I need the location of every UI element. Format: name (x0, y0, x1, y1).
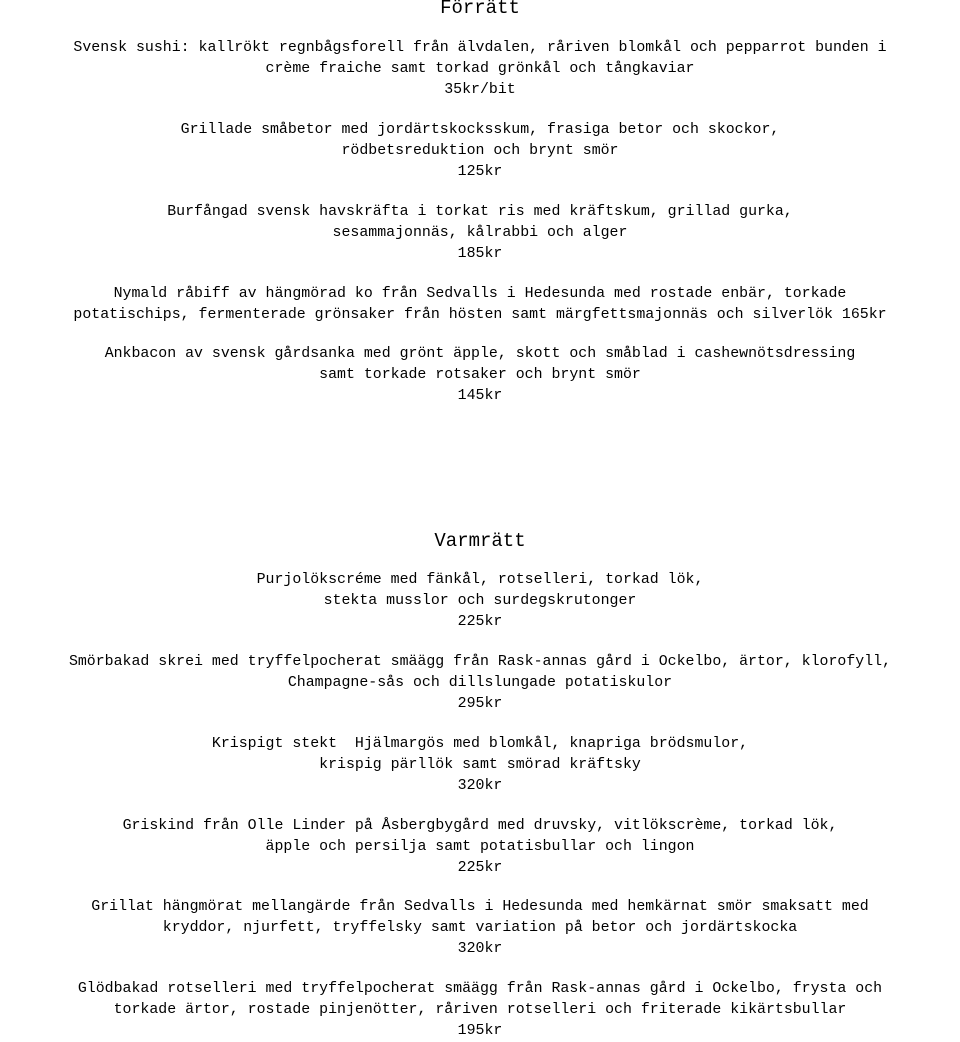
menu-item-line: kryddor, njurfett, tryffelsky samt variation på betor och jordärtskocka (162, 920, 798, 936)
menu-item-price: 225kr (457, 860, 503, 876)
menu-item-price: 185kr (457, 246, 503, 262)
menu-item-price: 35kr/bit (444, 82, 516, 98)
menu-item-griskind (0, 816, 960, 879)
menu-item-line: stekta musslor och surdegskrutonger (323, 593, 637, 609)
menu-item-ankbacon (0, 344, 960, 407)
menu-item-line: Grillade småbetor med jordärtskocksskum, frasiga betor och skockor, (180, 122, 780, 138)
menu-item-rotselleri (0, 979, 960, 1042)
menu-item-purjolokscreme (0, 570, 960, 633)
menu-item-line: rödbetsreduktion och brynt smör (341, 143, 619, 159)
menu-item-svensk-sushi (0, 38, 960, 101)
menu-item-price: 295kr (457, 696, 503, 712)
menu-item-line: Champagne-sås och dillslungade potatiskulor (287, 675, 673, 691)
menu-item-hjalmargos (0, 734, 960, 797)
menu-item-mellangarde (0, 897, 960, 960)
menu-item-line: Glödbakad rotselleri med tryffelpocherat smäägg från Rask-annas gård i Ockelbo, frysta och (77, 981, 883, 997)
menu-item-rabiff (0, 284, 960, 326)
menu-item-line: Nymald råbiff av hängmörad ko från Sedvalls i Hedesunda med rostade enbär, torkade (113, 286, 847, 302)
menu-item-line: Krispigt stekt Hjälmargös med blomkål, knapriga brödsmulor, (211, 736, 749, 752)
menu-item-line: äpple och persilja samt potatisbullar och lingon (265, 839, 695, 855)
menu-item-price: 145kr (457, 388, 503, 404)
section-heading-varmratt: Varmrätt (434, 530, 526, 552)
menu-item-price: 195kr (457, 1023, 503, 1039)
menu-item-line: Griskind från Olle Linder på Åsbergbygård med druvsky, vitlökscrème, torkad lök, (122, 818, 838, 834)
menu-item-line: torkade ärtor, rostade pinjenötter, råriven rotselleri och friterade kikärtsbullar (113, 1002, 847, 1018)
menu-item-price: 225kr (457, 614, 503, 630)
menu-item-line: Purjolökscréme med fänkål, rotselleri, torkad lök, (256, 572, 704, 588)
menu-item-skrei (0, 652, 960, 715)
menu-item-grillade-smabetor (0, 120, 960, 183)
menu-item-line: sesammajonnäs, kålrabbi och alger (332, 225, 628, 241)
menu-item-price: 320kr (457, 941, 503, 957)
menu-item-line: Smörbakad skrei med tryffelpocherat smäägg från Rask-annas gård i Ockelbo, ärtor, klorofyll, (68, 654, 892, 670)
menu-item-price: 125kr (457, 164, 503, 180)
menu-item-line: crème fraiche samt torkad grönkål och tångkaviar (265, 61, 695, 77)
section-heading-forratt: Förrätt (440, 0, 520, 19)
menu-item-havskrafta (0, 202, 960, 265)
menu-item-line: Ankbacon av svensk gårdsanka med grönt äpple, skott och småblad i cashewnötsdressing (104, 346, 856, 362)
menu-item-line: Burfångad svensk havskräfta i torkat ris med kräftskum, grillad gurka, (167, 204, 793, 220)
menu-item-line: potatischips, fermenterade grönsaker från hösten samt märgfettsmajonnäs och silverlök 165kr (73, 307, 887, 323)
menu-item-line: krispig pärllök samt smörad kräftsky (319, 757, 641, 773)
menu-item-line: Grillat hängmörat mellangärde från Sedvalls i Hedesunda med hemkärnat smör smaksatt med (91, 899, 869, 915)
menu-item-line: samt torkade rotsaker och brynt smör (319, 367, 641, 383)
menu-item-price: 320kr (457, 778, 503, 794)
menu-item-line: Svensk sushi: kallrökt regnbågsforell från älvdalen, råriven blomkål och pepparrot bunden i (73, 40, 887, 56)
